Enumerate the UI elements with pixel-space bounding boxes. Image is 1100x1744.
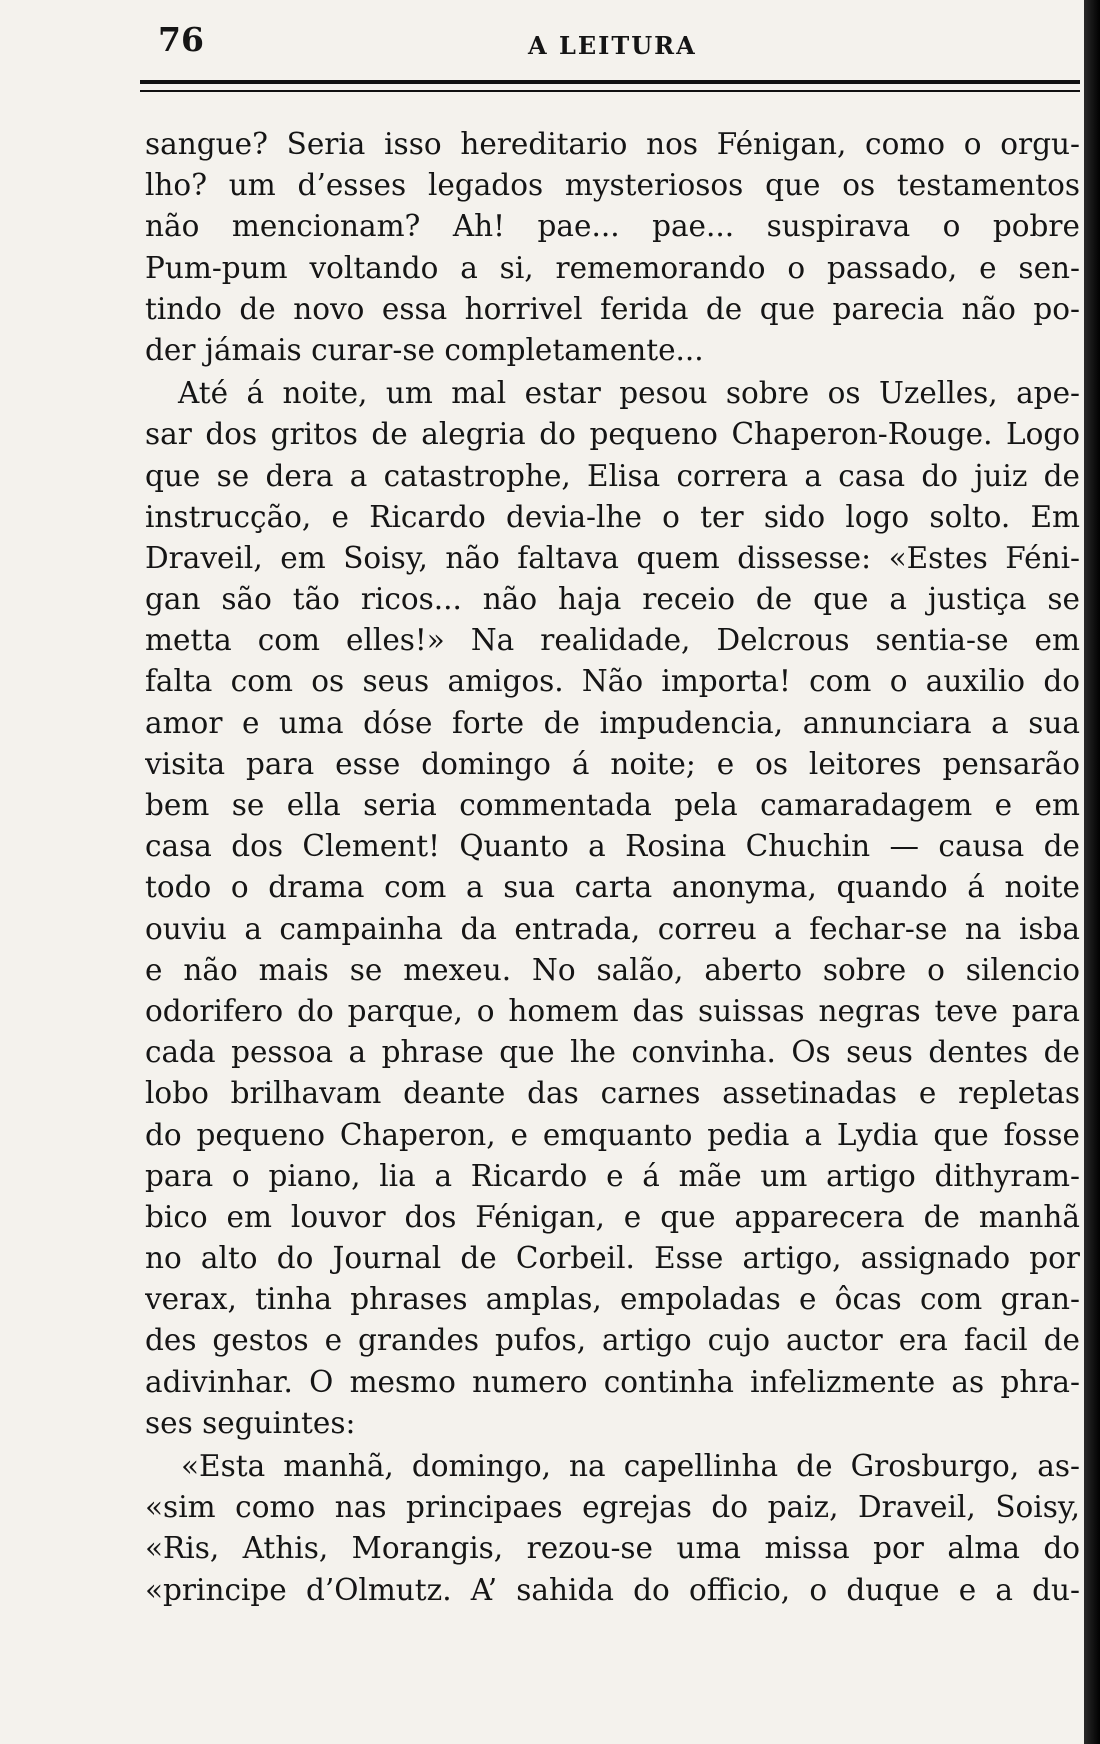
text-line: para o piano, lia a Ricardo e á mãe um artigo dithyram- bbox=[145, 1158, 1080, 1193]
text-line: metta com elles!» Na realidade, Delcrous sentia-se em bbox=[145, 623, 1080, 658]
text-line: no alto do Journal de Corbeil. Esse artigo, assignado por bbox=[145, 1241, 1080, 1276]
text-line: «principe d’Olmutz. A’ sahida do officio, o duque e a du- bbox=[145, 1572, 1080, 1607]
text-line: lho? um d’esses legados mysteriosos que os testamentos bbox=[145, 168, 1080, 203]
text-line: «Ris, Athis, Morangis, rezou-se uma missa por alma do bbox=[145, 1531, 1080, 1566]
text-line: do pequeno Chaperon, e emquanto pedia a Lydia que fosse bbox=[145, 1117, 1080, 1152]
text-line: sar dos gritos de alegria do pequeno Chaperon-Rouge. Logo bbox=[145, 417, 1080, 452]
text-line: visita para esse domingo á noite; e os leitores pensarão bbox=[145, 746, 1080, 781]
page-edge-shadow bbox=[1084, 0, 1100, 1744]
text-line: lobo brilhavam deante das carnes assetinadas e repletas bbox=[145, 1076, 1080, 1111]
header-rule-thin bbox=[140, 90, 1080, 92]
text-line: ouviu a campainha da entrada, correu a fechar-se na isba bbox=[145, 911, 1080, 946]
text-line: der jámais curar-se completamente... bbox=[145, 332, 704, 367]
text-line: odorifero do parque, o homem das suissas negras teve para bbox=[145, 993, 1080, 1028]
text-line: bem se ella seria commentada pela camaradagem e em bbox=[145, 788, 1080, 822]
text-line: não mencionam? Ah! pae... pae... suspirava o pobre bbox=[145, 209, 1080, 244]
text-line: «sim como nas principaes egrejas do paiz, Draveil, Soisy, bbox=[145, 1490, 1080, 1525]
text-line: e não mais se mexeu. No salão, aberto sobre o silencio bbox=[145, 952, 1080, 987]
text-line: cada pessoa a phrase que lhe convinha. Os seus dentes de bbox=[145, 1035, 1080, 1070]
text-line: «Esta manhã, domingo, na capellinha de Grosburgo, as- bbox=[181, 1449, 1080, 1483]
text-line: des gestos e grandes pufos, artigo cujo auctor era facil de bbox=[145, 1323, 1080, 1358]
text-line: Até á noite, um mal estar pesou sobre os Uzelles, ape- bbox=[178, 376, 1080, 411]
page-header bbox=[158, 18, 1078, 68]
text-line: sangue? Seria isso hereditario nos Fénigan, como o orgu- bbox=[145, 127, 1080, 161]
text-line: gan são tão ricos... não haja receio de que a justiça se bbox=[145, 582, 1080, 617]
text-line: casa dos Clement! Quanto a Rosina Chuchin — causa de bbox=[145, 829, 1080, 864]
text-line: falta com os seus amigos. Não importa! com o auxilio do bbox=[145, 664, 1080, 699]
text-line: tindo de novo essa horrivel ferida de que parecia não po- bbox=[145, 291, 1080, 326]
text-line: bico em louvor dos Fénigan, e que apparecera de manhã bbox=[145, 1199, 1080, 1234]
text-line: que se dera a catastrophe, Elisa correra a casa do juiz de bbox=[145, 458, 1080, 493]
running-title: A LEITURA bbox=[528, 31, 697, 60]
text-line: amor e uma dóse forte de impudencia, annunciara a sua bbox=[145, 705, 1080, 740]
text-line: adivinhar. O mesmo numero continha infelizmente as phra- bbox=[145, 1364, 1080, 1399]
text-line: todo o drama com a sua carta anonyma, quando á noite bbox=[145, 870, 1080, 905]
text-line: Pum-pum voltando a si, rememorando o passado, e sen- bbox=[145, 250, 1080, 285]
header-rule-thick bbox=[140, 80, 1080, 84]
body-text bbox=[145, 124, 1080, 1611]
text-line: verax, tinha phrases amplas, empoladas e ôcas com gran- bbox=[145, 1282, 1080, 1317]
text-line: ses seguintes: bbox=[145, 1405, 356, 1440]
text-line: instrucção, e Ricardo devia-lhe o ter sido logo solto. Em bbox=[145, 499, 1080, 534]
page-number: 76 bbox=[158, 20, 204, 59]
text-line: Draveil, em Soisy, não faltava quem dissesse: «Estes Féni- bbox=[145, 540, 1080, 575]
